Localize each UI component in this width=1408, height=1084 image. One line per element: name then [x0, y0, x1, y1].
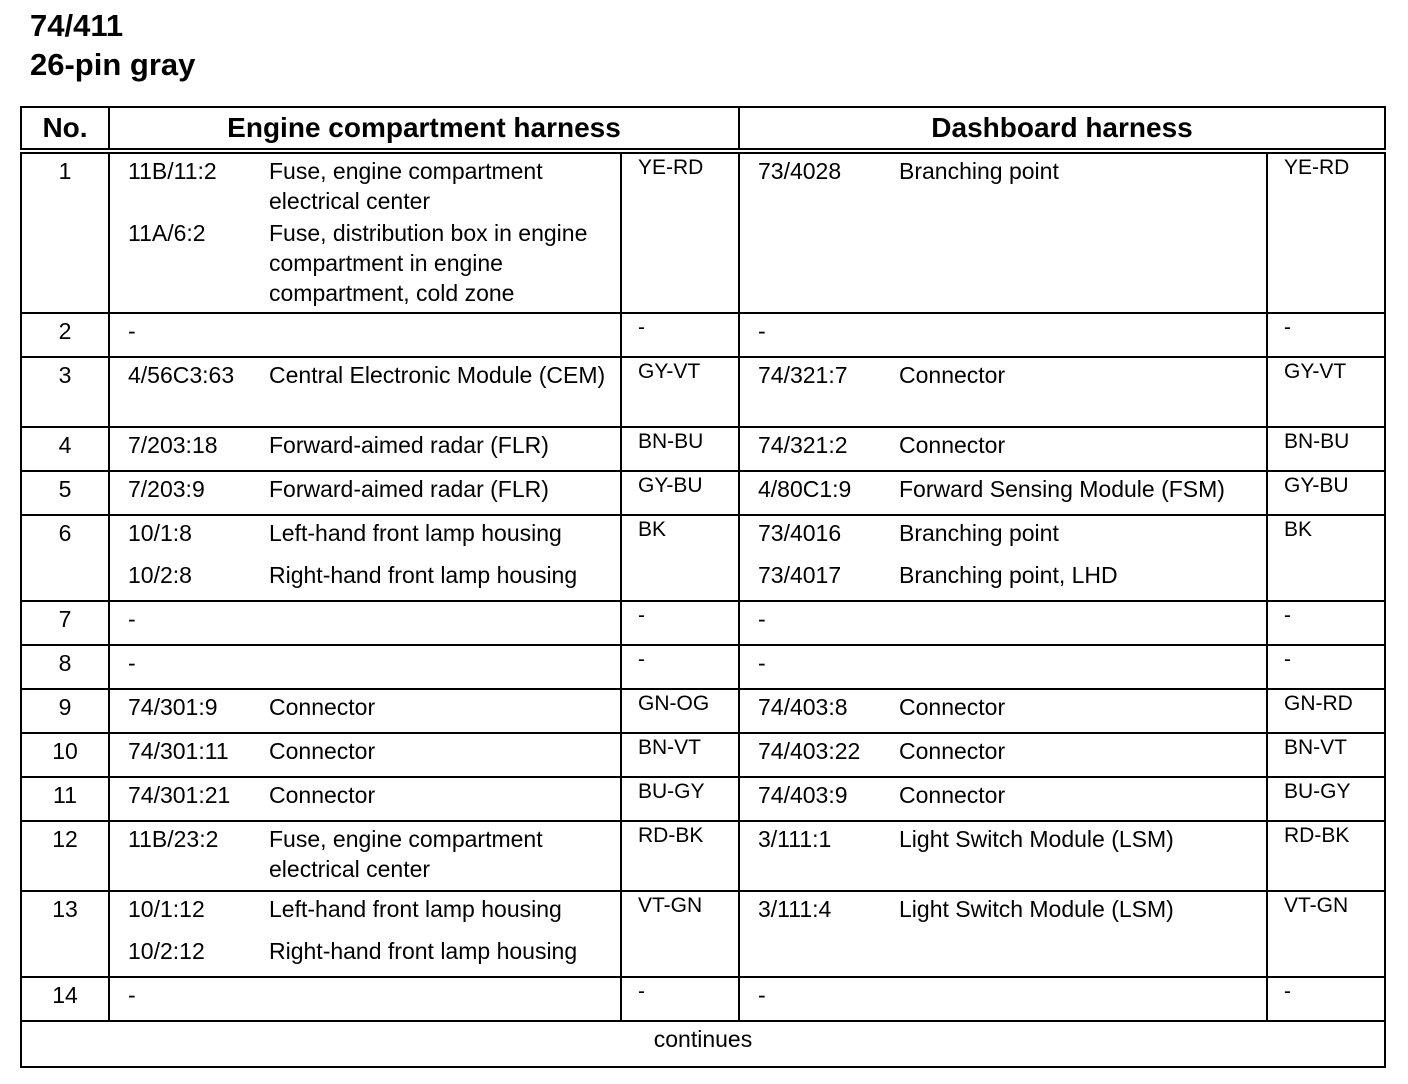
wire-entry	[758, 430, 1260, 460]
wire-entry	[128, 936, 614, 966]
table-row	[21, 427, 1385, 471]
dashboard-harness-cell	[739, 601, 1267, 645]
component-code: -	[128, 318, 136, 344]
component-description: Connector	[899, 694, 1006, 720]
table-row	[21, 689, 1385, 733]
table-row	[21, 733, 1385, 777]
component-code: -	[758, 318, 766, 344]
engine-harness-cell	[109, 733, 621, 777]
engine-wire-color: -	[621, 601, 739, 645]
pin-number: 9	[21, 689, 109, 733]
dashboard-harness-cell	[739, 733, 1267, 777]
component-description: Light Switch Module (LSM)	[899, 826, 1174, 852]
pinout-table	[20, 106, 1386, 1068]
dashboard-wire-color: -	[1267, 601, 1385, 645]
wire-entry	[128, 604, 614, 634]
engine-harness-cell	[109, 977, 621, 1021]
component-description: Connector	[269, 694, 376, 720]
pin-number: 13	[21, 891, 109, 977]
wire-entry	[128, 360, 614, 390]
dashboard-wire-color: BU-GY	[1267, 777, 1385, 821]
engine-harness-cell	[109, 821, 621, 891]
component-code: -	[758, 650, 766, 676]
dashboard-harness-cell	[739, 777, 1267, 821]
engine-wire-color: BK	[621, 515, 739, 601]
table-row	[21, 313, 1385, 357]
wire-entry	[128, 780, 614, 810]
component-description	[269, 604, 614, 634]
table-row	[21, 977, 1385, 1021]
component-description: Forward Sensing Module (FSM)	[899, 476, 1225, 502]
engine-harness-cell	[109, 777, 621, 821]
dashboard-harness-cell	[739, 427, 1267, 471]
dashboard-wire-color: GY-VT	[1267, 357, 1385, 427]
page-header	[30, 6, 195, 84]
wire-entry	[758, 360, 1260, 390]
wire-entry	[758, 648, 1260, 678]
table-row	[21, 821, 1385, 891]
wire-entry	[758, 518, 1260, 548]
component-code: -	[758, 606, 766, 632]
pin-number: 5	[21, 471, 109, 515]
engine-harness-cell	[109, 357, 621, 427]
dashboard-wire-color: GN-RD	[1267, 689, 1385, 733]
engine-harness-cell	[109, 891, 621, 977]
wire-entry	[128, 692, 614, 722]
engine-harness-cell	[109, 689, 621, 733]
wire-entry	[128, 518, 614, 548]
component-description	[269, 980, 614, 1010]
engine-wire-color: RD-BK	[621, 821, 739, 891]
component-description: Branching point	[899, 158, 1059, 184]
component-description	[269, 316, 614, 346]
component-description: Connector	[899, 432, 1006, 458]
wire-entry	[758, 980, 1260, 1010]
component-description: Left-hand front lamp housing	[269, 520, 562, 546]
pin-number: 14	[21, 977, 109, 1021]
component-code: -	[128, 982, 136, 1008]
wire-entry	[128, 648, 614, 678]
engine-harness-cell	[109, 645, 621, 689]
dashboard-harness-cell	[739, 891, 1267, 977]
table-header-row	[21, 107, 1385, 151]
wire-entry	[128, 430, 614, 460]
engine-wire-color: -	[621, 977, 739, 1021]
component-description: Fuse, engine compartment electrical center	[269, 826, 543, 882]
pin-number: 1	[21, 151, 109, 313]
engine-wire-color: -	[621, 313, 739, 357]
table-row	[21, 645, 1385, 689]
component-code: 7/203:18	[128, 432, 218, 458]
dashboard-wire-color: YE-RD	[1267, 151, 1385, 313]
dashboard-harness-cell	[739, 471, 1267, 515]
dashboard-wire-color: BN-BU	[1267, 427, 1385, 471]
pin-number: 8	[21, 645, 109, 689]
component-code: 73/4017	[758, 562, 842, 588]
component-code: 4/56C3:63	[128, 362, 235, 388]
dashboard-harness-cell	[739, 515, 1267, 601]
table-row	[21, 777, 1385, 821]
dashboard-wire-color: RD-BK	[1267, 821, 1385, 891]
dashboard-wire-color: BN-VT	[1267, 733, 1385, 777]
component-description: Connector	[269, 738, 376, 764]
wire-entry	[758, 894, 1260, 924]
table-row	[21, 471, 1385, 515]
pin-number: 6	[21, 515, 109, 601]
engine-harness-cell	[109, 601, 621, 645]
engine-harness-cell	[109, 471, 621, 515]
wire-entry	[128, 736, 614, 766]
engine-harness-cell	[109, 427, 621, 471]
wire-entry	[128, 560, 614, 590]
pin-number: 3	[21, 357, 109, 427]
component-code: 74/321:2	[758, 432, 848, 458]
component-description	[899, 980, 1260, 1010]
pin-number: 11	[21, 777, 109, 821]
dashboard-wire-color: GY-BU	[1267, 471, 1385, 515]
component-code: 74/403:22	[758, 738, 861, 764]
wire-entry	[758, 604, 1260, 634]
component-code: 11A/6:2	[128, 220, 206, 246]
component-description	[899, 316, 1260, 346]
component-code: 10/1:12	[128, 896, 205, 922]
component-description: Connector	[899, 782, 1006, 808]
component-code: 74/301:11	[128, 738, 229, 764]
component-code: -	[128, 650, 136, 676]
dashboard-wire-color: -	[1267, 313, 1385, 357]
component-code: -	[128, 606, 136, 632]
table-row	[21, 891, 1385, 977]
dashboard-wire-color: VT-GN	[1267, 891, 1385, 977]
dashboard-harness-cell	[739, 821, 1267, 891]
engine-wire-color: BN-BU	[621, 427, 739, 471]
engine-harness-cell	[109, 151, 621, 313]
wire-entry	[128, 824, 614, 884]
engine-wire-color: VT-GN	[621, 891, 739, 977]
dashboard-harness-cell	[739, 689, 1267, 733]
engine-harness-cell	[109, 313, 621, 357]
wire-entry	[758, 560, 1260, 590]
component-description: Branching point	[899, 520, 1059, 546]
wire-entry	[758, 156, 1260, 186]
component-code: 4/80C1:9	[758, 476, 852, 502]
wire-entry	[128, 474, 614, 504]
component-description	[899, 604, 1260, 634]
pin-number: 10	[21, 733, 109, 777]
engine-wire-color: BU-GY	[621, 777, 739, 821]
component-code: 73/4028	[758, 158, 842, 184]
wire-entry	[758, 780, 1260, 810]
footer-row	[21, 1021, 1385, 1067]
table-row	[21, 515, 1385, 601]
engine-wire-color: -	[621, 645, 739, 689]
pin-number: 2	[21, 313, 109, 357]
wire-entry	[758, 474, 1260, 504]
component-description: Connector	[899, 362, 1006, 388]
header-engine-harness: Engine compartment harness	[109, 107, 739, 151]
wire-entry	[758, 692, 1260, 722]
pin-number: 4	[21, 427, 109, 471]
dashboard-harness-cell	[739, 645, 1267, 689]
dashboard-wire-color: -	[1267, 977, 1385, 1021]
component-description: Light Switch Module (LSM)	[899, 896, 1174, 922]
component-description	[269, 648, 614, 678]
component-code: 74/301:9	[128, 694, 218, 720]
wire-entry	[758, 736, 1260, 766]
component-code: 10/1:8	[128, 520, 192, 546]
continues-label: continues	[21, 1021, 1385, 1067]
component-description: Right-hand front lamp housing	[269, 938, 578, 964]
dashboard-harness-cell	[739, 151, 1267, 313]
component-code: 74/403:8	[758, 694, 848, 720]
component-code: 10/2:8	[128, 562, 192, 588]
component-code: 11B/23:2	[128, 826, 219, 852]
dashboard-wire-color: -	[1267, 645, 1385, 689]
wire-entry	[128, 894, 614, 924]
connector-code: 74/411	[30, 8, 124, 43]
engine-wire-color: YE-RD	[621, 151, 739, 313]
component-code: 74/301:21	[128, 782, 231, 808]
wire-entry	[128, 218, 614, 308]
wire-entry	[128, 156, 614, 216]
dashboard-harness-cell	[739, 357, 1267, 427]
component-code: 3/111:1	[758, 826, 832, 852]
table-row	[21, 601, 1385, 645]
table-row	[21, 151, 1385, 313]
component-description: Connector	[899, 738, 1006, 764]
component-code: 74/321:7	[758, 362, 848, 388]
component-code: 74/403:9	[758, 782, 848, 808]
component-description	[899, 648, 1260, 678]
pin-number: 12	[21, 821, 109, 891]
component-description: Right-hand front lamp housing	[269, 562, 578, 588]
table-body	[21, 151, 1385, 1021]
connector-subtitle: 26-pin gray	[30, 47, 196, 82]
wire-entry	[128, 980, 614, 1010]
component-code: 73/4016	[758, 520, 842, 546]
component-description: Connector	[269, 782, 376, 808]
component-description: Left-hand front lamp housing	[269, 896, 562, 922]
component-description: Branching point, LHD	[899, 562, 1118, 588]
component-description: Fuse, distribution box in engine compartment in engine compartment, cold zone	[269, 220, 588, 306]
wire-entry	[758, 316, 1260, 346]
component-code: 3/111:4	[758, 896, 832, 922]
header-no: No.	[21, 107, 109, 151]
component-description: Forward-aimed radar (FLR)	[269, 476, 549, 502]
component-code: 10/2:12	[128, 938, 205, 964]
engine-wire-color: GN-OG	[621, 689, 739, 733]
pin-number: 7	[21, 601, 109, 645]
wire-entry	[128, 316, 614, 346]
component-description: Central Electronic Module (CEM)	[269, 362, 606, 388]
header-dashboard-harness: Dashboard harness	[739, 107, 1385, 151]
engine-wire-color: GY-BU	[621, 471, 739, 515]
table-row	[21, 357, 1385, 427]
dashboard-harness-cell	[739, 313, 1267, 357]
component-description: Forward-aimed radar (FLR)	[269, 432, 549, 458]
component-code: 11B/11:2	[128, 158, 217, 184]
engine-wire-color: GY-VT	[621, 357, 739, 427]
engine-wire-color: BN-VT	[621, 733, 739, 777]
component-code: 7/203:9	[128, 476, 205, 502]
component-description: Fuse, engine compartment electrical center	[269, 158, 543, 214]
wire-entry	[758, 824, 1260, 854]
component-code: -	[758, 982, 766, 1008]
engine-harness-cell	[109, 515, 621, 601]
dashboard-harness-cell	[739, 977, 1267, 1021]
dashboard-wire-color: BK	[1267, 515, 1385, 601]
